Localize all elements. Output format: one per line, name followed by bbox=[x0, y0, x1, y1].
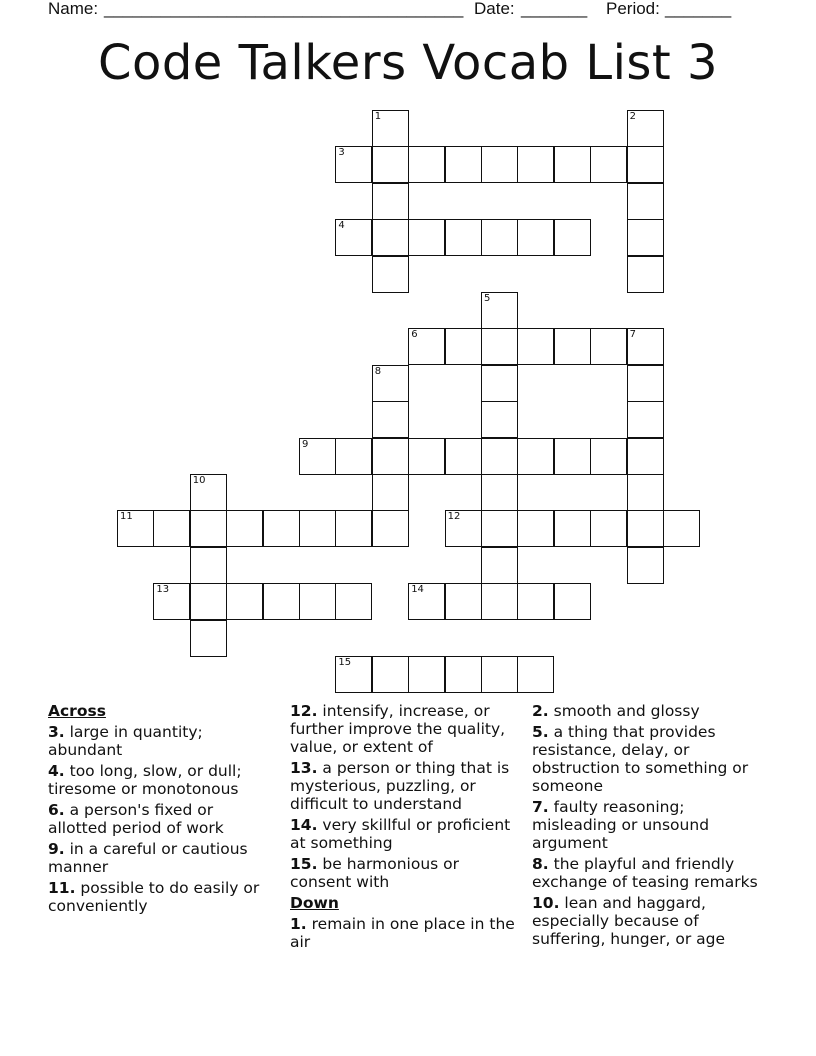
grid-cell[interactable] bbox=[226, 510, 263, 547]
clue-down-8: 8. the playful and friendly exchange of teasing remarks bbox=[532, 855, 758, 891]
grid-cell[interactable] bbox=[408, 219, 445, 256]
grid-cell[interactable] bbox=[627, 547, 664, 584]
grid-cell[interactable] bbox=[408, 656, 445, 693]
grid-cell[interactable] bbox=[372, 510, 409, 547]
cell-number: 1 bbox=[374, 111, 382, 122]
grid-cell[interactable] bbox=[627, 401, 664, 438]
grid-cell[interactable] bbox=[335, 510, 372, 547]
grid-cell[interactable] bbox=[481, 401, 518, 438]
grid-cell[interactable] bbox=[335, 583, 372, 620]
grid-cell[interactable] bbox=[517, 510, 554, 547]
clue-across-9: 9. in a careful or cautious manner bbox=[48, 840, 248, 876]
grid-cell[interactable] bbox=[263, 510, 300, 547]
grid-cell[interactable] bbox=[445, 510, 482, 547]
grid-cell[interactable] bbox=[554, 438, 591, 475]
grid-cell[interactable] bbox=[481, 219, 518, 256]
grid-cell[interactable] bbox=[445, 656, 482, 693]
grid-cell[interactable] bbox=[517, 656, 554, 693]
grid-cell[interactable] bbox=[481, 438, 518, 475]
grid-cell[interactable] bbox=[627, 256, 664, 293]
period-label: Period: bbox=[606, 0, 660, 18]
grid-cell[interactable] bbox=[372, 474, 409, 511]
grid-cell[interactable] bbox=[372, 219, 409, 256]
grid-cell[interactable] bbox=[481, 474, 518, 511]
grid-cell[interactable] bbox=[153, 583, 190, 620]
name-blank[interactable]: ______________________________________ bbox=[104, 0, 464, 18]
cell-number: 6 bbox=[411, 329, 418, 341]
grid-cell[interactable] bbox=[554, 219, 591, 256]
across-heading: Across bbox=[48, 702, 106, 720]
grid-cell[interactable] bbox=[627, 328, 664, 365]
cell-number: 2 bbox=[629, 111, 636, 122]
grid-cell[interactable] bbox=[554, 146, 591, 183]
grid-cell[interactable] bbox=[226, 583, 263, 620]
grid-cell[interactable] bbox=[117, 510, 154, 547]
grid-cell[interactable] bbox=[445, 219, 482, 256]
grid-cell[interactable] bbox=[335, 656, 372, 693]
clue-across-13: 13. a person or thing that is mysterious, puzzling, or difficult to understand bbox=[290, 759, 510, 813]
grid-cell[interactable] bbox=[372, 110, 409, 147]
grid-cell[interactable] bbox=[190, 547, 227, 584]
cell-number: 15 bbox=[338, 657, 352, 668]
grid-cell[interactable] bbox=[481, 365, 518, 402]
cell-number: 5 bbox=[484, 293, 491, 304]
clue-down-10: 10. lean and haggard, especially because of suffering, hunger, or age bbox=[532, 894, 726, 948]
grid-cell[interactable] bbox=[627, 146, 664, 183]
grid-cell[interactable] bbox=[590, 510, 627, 547]
cell-number: 13 bbox=[156, 584, 170, 596]
cell-number: 12 bbox=[447, 511, 461, 523]
grid-cell[interactable] bbox=[372, 438, 409, 475]
grid-cell[interactable] bbox=[372, 656, 409, 693]
grid-cell[interactable] bbox=[517, 583, 554, 620]
grid-cell[interactable] bbox=[263, 583, 300, 620]
cell-number: 10 bbox=[192, 475, 206, 486]
cell-number: 9 bbox=[302, 438, 309, 450]
grid-cell[interactable] bbox=[335, 219, 372, 256]
grid-cell[interactable] bbox=[517, 146, 554, 183]
cell-number: 8 bbox=[374, 365, 382, 377]
clue-across-6: 6. a person's fixed or allotted period of work bbox=[48, 801, 224, 837]
clue-down-2: 2. smooth and glossy bbox=[532, 702, 700, 720]
grid-cell[interactable] bbox=[627, 183, 664, 220]
date-blank[interactable]: _______ bbox=[521, 0, 588, 18]
clue-across-11: 11. possible to do easily or conveniently bbox=[48, 879, 260, 915]
grid-cell[interactable] bbox=[481, 656, 518, 693]
grid-cell[interactable] bbox=[481, 292, 518, 329]
grid-cell[interactable] bbox=[190, 474, 227, 511]
grid-cell[interactable] bbox=[517, 438, 554, 475]
grid-cell[interactable] bbox=[408, 583, 445, 620]
cell-number: 14 bbox=[411, 584, 424, 596]
cell-number: 7 bbox=[629, 329, 636, 341]
grid-cell[interactable] bbox=[445, 328, 482, 365]
grid-cell[interactable] bbox=[627, 510, 664, 547]
grid-cell[interactable] bbox=[372, 256, 409, 293]
grid-cell[interactable] bbox=[517, 219, 554, 256]
grid-cell[interactable] bbox=[372, 146, 409, 183]
grid-cell[interactable] bbox=[372, 401, 409, 438]
period-blank[interactable]: _______ bbox=[665, 0, 732, 18]
grid-cell[interactable] bbox=[481, 146, 518, 183]
grid-cell[interactable] bbox=[517, 328, 554, 365]
grid-cell[interactable] bbox=[408, 438, 445, 475]
clue-across-14: 14. very skillful or proficient at something bbox=[290, 816, 511, 852]
grid-cell[interactable] bbox=[627, 438, 664, 475]
clue-down-5: 5. a thing that provides resistance, delay, or obstruction to something or someone bbox=[532, 723, 749, 795]
grid-cell[interactable] bbox=[554, 583, 591, 620]
grid-cell[interactable] bbox=[190, 510, 227, 547]
cell-number: 4 bbox=[338, 220, 345, 232]
name-label: Name: bbox=[48, 0, 99, 18]
clue-down-7: 7. faulty reasoning; misleading or unsound argument bbox=[532, 798, 710, 852]
clue-column-3 bbox=[532, 702, 772, 951]
grid-cell[interactable] bbox=[481, 583, 518, 620]
grid-cell[interactable] bbox=[299, 583, 336, 620]
clue-down-1: 1. remain in one place in the air bbox=[290, 915, 515, 951]
grid-cell[interactable] bbox=[481, 328, 518, 365]
grid-cell[interactable] bbox=[445, 438, 482, 475]
grid-cell[interactable] bbox=[408, 328, 445, 365]
grid-cell[interactable] bbox=[445, 146, 482, 183]
page-title: Code Talkers Vocab List 3 bbox=[97, 35, 719, 91]
grid-cell[interactable] bbox=[627, 474, 664, 511]
down-heading: Down bbox=[290, 894, 339, 912]
grid-cell[interactable] bbox=[481, 547, 518, 584]
cell-number: 3 bbox=[338, 147, 345, 159]
grid-cell[interactable] bbox=[445, 583, 482, 620]
grid-cell[interactable] bbox=[372, 183, 409, 220]
clue-across-3: 3. large in quantity; abundant bbox=[48, 723, 203, 759]
grid-cell[interactable] bbox=[481, 510, 518, 547]
grid-cell[interactable] bbox=[627, 110, 664, 147]
cell-number: 11 bbox=[120, 511, 133, 523]
grid-cell[interactable] bbox=[590, 438, 627, 475]
grid-cell[interactable] bbox=[190, 620, 227, 657]
clue-across-4: 4. too long, slow, or dull; tiresome or monotonous bbox=[48, 762, 242, 798]
grid-cell[interactable] bbox=[335, 438, 372, 475]
grid-cell[interactable] bbox=[408, 146, 445, 183]
grid-cell[interactable] bbox=[153, 510, 190, 547]
clue-across-12: 12. intensify, increase, or further improve the quality, value, or extent of bbox=[290, 702, 506, 756]
clue-column-1 bbox=[48, 702, 276, 918]
date-label: Date: bbox=[474, 0, 515, 18]
grid-cell[interactable] bbox=[627, 219, 664, 256]
grid-cell[interactable] bbox=[663, 510, 700, 547]
clue-column-2 bbox=[290, 702, 522, 954]
grid-cell[interactable] bbox=[299, 438, 336, 475]
grid-cell[interactable] bbox=[299, 510, 336, 547]
grid-cell[interactable] bbox=[627, 365, 664, 402]
grid-cell[interactable] bbox=[554, 328, 591, 365]
grid-cell[interactable] bbox=[554, 510, 591, 547]
grid-cell[interactable] bbox=[590, 328, 627, 365]
grid-cell[interactable] bbox=[335, 146, 372, 183]
clue-across-15: 15. be harmonious or consent with bbox=[290, 855, 460, 891]
grid-cell[interactable] bbox=[190, 583, 227, 620]
grid-cell[interactable] bbox=[372, 365, 409, 402]
grid-cell[interactable] bbox=[590, 146, 627, 183]
